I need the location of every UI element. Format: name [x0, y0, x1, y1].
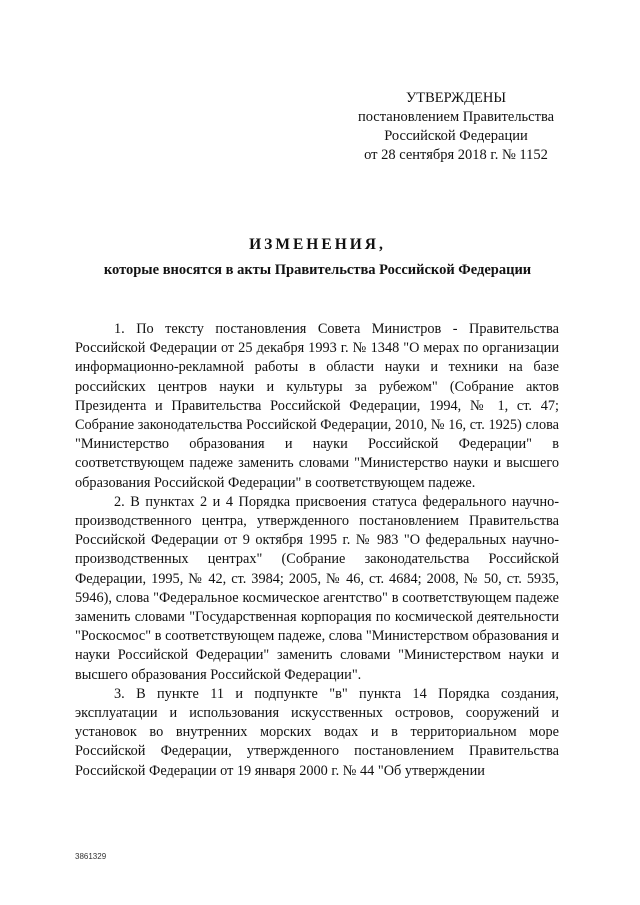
paragraph-2: 2. В пунктах 2 и 4 Порядка присвоения статуса федерального научно-производственного центра, утвержденного постановлением Правительства Российской Федерации от 9 октября 1995 г. № 983 "О федеральных научно-производственных центрах" (Собрание законодательства Российской Федерации, 1995, № 42, ст. 3984; 2005, № 46, ст. 4684; 2008, № 50, ст. 5935, 5946), слова "Федеральное космическое агентство" в соответствующем падеже заменить словами "Государственная корпорация по космической деятельности "Роскосмос" в соответствующем падеже, слова "Министерством образования и науки Российской Федерации" заменить словами "Министерством науки и высшего образования Российской Федерации".	[75, 493, 559, 683]
paragraph-1: 1. По тексту постановления Совета Министров - Правительства Российской Федерации от 25 декабря 1993 г. № 1348 "О мерах по организации информационно-рекламной работы в области науки и техники на базе российских центров науки и культуры за рубежом" (Собрание актов Президента и Правительства Российской Федерации, 1994, № 1, ст. 47; Собрание законодательства Российской Федерации, 2010, № 16, ст. 1925) слова "Министерство образования и науки Российской Федерации" в соответствующем падеже заменить словами "Министерство науки и высшего образования Российской Федерации" в соответствующем падеже.	[75, 321, 559, 491]
document-code: 3861329	[75, 852, 107, 861]
approval-line-3: от 28 сентября 2018 г. № 1152	[364, 147, 548, 163]
approval-title: УТВЕРЖДЕНЫ	[405, 90, 507, 106]
approval-line-1: постановлением Правительства	[357, 109, 555, 125]
approval-stamp	[346, 89, 566, 165]
document-subtitle: которые вносятся в акты Правительства Российской Федерации	[103, 262, 532, 278]
approval-line-2: Российской Федерации	[384, 128, 528, 144]
document-title: ИЗМЕНЕНИЯ,	[249, 236, 386, 253]
paragraph-3: 3. В пункте 11 и подпункте "в" пункта 14 Порядка создания, эксплуатации и использования искусственных островов, сооружений и установок во внутренних морских водах и в территориальном море Российской Федерации, утвержденного постановлением Правительства Российской Федерации от 19 января 2000 г. № 44 "Об утверждении	[75, 685, 559, 779]
document-body	[75, 320, 559, 781]
